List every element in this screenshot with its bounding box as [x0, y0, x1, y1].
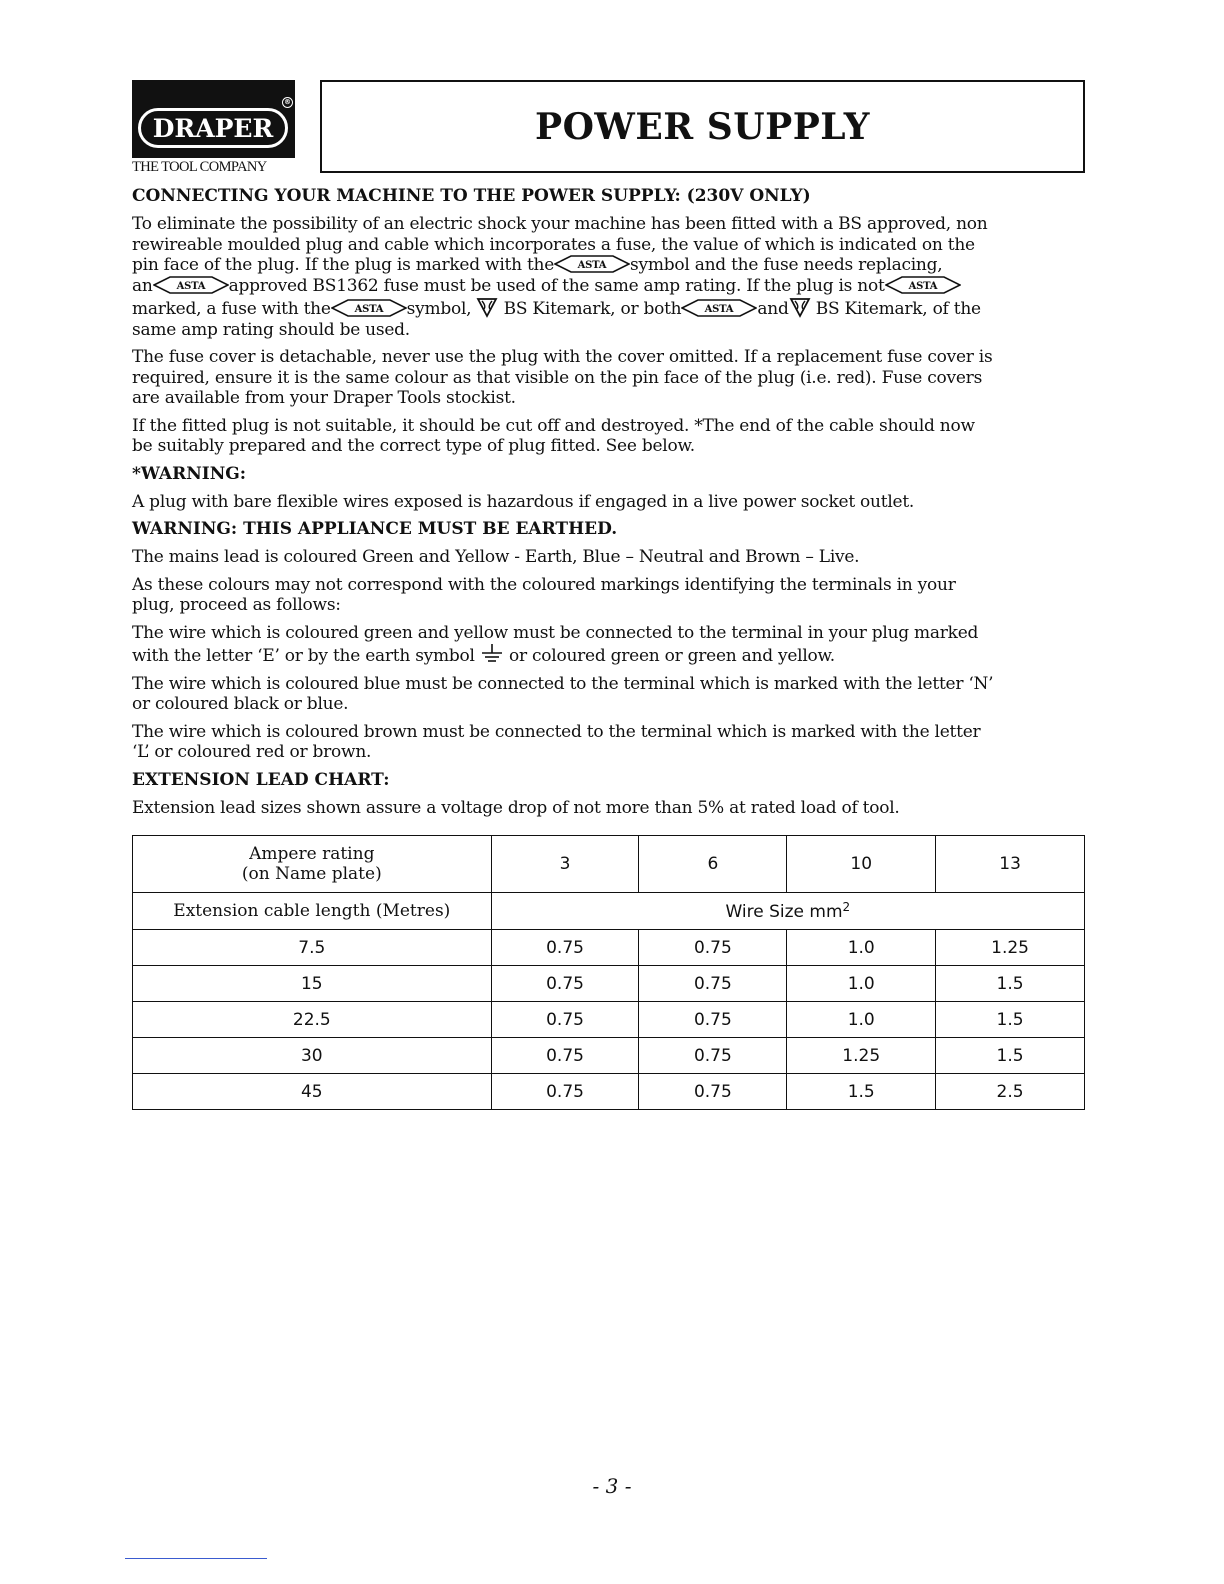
paragraph-earth-wire [132, 623, 1087, 667]
asta-symbol-icon [331, 299, 407, 317]
text-line: plug, proceed as follows: [132, 595, 341, 615]
paragraph-fuse-cover [132, 347, 1087, 409]
wire-size-cell: 0.75 [491, 930, 639, 966]
wire-size-cell: 1.25 [787, 1038, 936, 1074]
text-fragment: and [757, 299, 789, 319]
paragraph-colours-correspond [132, 575, 1087, 616]
wire-size-cell: 1.5 [787, 1074, 936, 1110]
wire-size-header [491, 893, 1084, 930]
page-title: POWER SUPPLY [535, 105, 870, 148]
text-line [132, 255, 1087, 276]
page-number: - 3 - [592, 1474, 632, 1498]
amp-value-cell: 13 [936, 836, 1085, 893]
text-fragment: an [132, 275, 153, 296]
text-fragment: marked, a fuse with the [132, 299, 331, 319]
registered-mark: ® [284, 98, 291, 106]
text-fragment: approved BS1362 fuse must be used of the same amp rating. If the plug is not [228, 275, 885, 296]
warning-heading: *WARNING: [132, 463, 247, 484]
amp-value-cell: 6 [639, 836, 787, 893]
earthed-warning-heading: WARNING: THIS APPLIANCE MUST BE EARTHED. [132, 519, 618, 539]
wire-size-cell: 1.25 [936, 930, 1085, 966]
amp-rating-label: Ampere rating [249, 844, 375, 864]
wire-size-cell: 0.75 [491, 1002, 639, 1038]
earth-symbol-icon [480, 643, 504, 665]
asta-symbol-icon [153, 276, 229, 294]
asta-symbol-icon [885, 276, 961, 294]
text-line: or coloured black or blue. [132, 694, 349, 714]
text-line: If the fitted plug is not suitable, it should be cut off and destroyed. *The end of the cable should now [132, 415, 975, 436]
table-subheader-row [133, 893, 1085, 930]
table-header-row [133, 836, 1085, 893]
wire-size-cell: 0.75 [639, 1038, 787, 1074]
section-heading-connecting: CONNECTING YOUR MACHINE TO THE POWER SUPPLY: (230V ONLY) [132, 186, 811, 206]
text-line [132, 643, 1087, 667]
footnote-rule [125, 1558, 267, 1559]
paragraph-neutral-wire [132, 674, 1087, 715]
extension-chart-heading: EXTENSION LEAD CHART: [132, 769, 390, 790]
cable-length-header: Extension cable length (Metres) [133, 893, 492, 930]
table-row [133, 930, 1085, 966]
cable-length-cell: 30 [133, 1038, 492, 1074]
asta-symbol-icon [681, 299, 757, 317]
extension-intro [132, 798, 1087, 819]
asta-text: ASTA [577, 260, 607, 271]
table-row [133, 1038, 1085, 1074]
wire-size-superscript: 2 [842, 900, 851, 914]
title-box [320, 80, 1085, 173]
logo-pill [138, 108, 288, 148]
table-row [133, 1074, 1085, 1110]
text-line: are available from your Draper Tools stockist. [132, 388, 516, 408]
text-fragment: or coloured green or green and yellow. [509, 646, 835, 666]
amp-rating-sublabel: (on Name plate) [241, 864, 382, 884]
text-fragment: symbol, [406, 299, 472, 319]
wire-size-cell: 0.75 [491, 966, 639, 1002]
text-fragment: symbol and the fuse needs replacing, [630, 255, 943, 275]
text-line: A plug with bare flexible wires exposed is hazardous if engaged in a live power socket outlet. [132, 491, 915, 512]
wire-size-cell: 0.75 [491, 1074, 639, 1110]
asta-text: ASTA [705, 304, 734, 315]
table-row [133, 966, 1085, 1002]
text-line: The mains lead is coloured Green and Yellow - Earth, Blue – Neutral and Brown – Live. [132, 547, 860, 567]
paragraph-unsuitable-plug [132, 416, 1087, 457]
text-fragment: pin face of the plug. If the plug is marked with the [132, 255, 555, 275]
wire-size-cell: 0.75 [639, 930, 787, 966]
wire-size-cell: 1.5 [936, 1002, 1085, 1038]
asta-text: ASTA [908, 280, 937, 292]
text-line: The wire which is coloured blue must be connected to the terminal which is marked with the letter ‘N’ [132, 673, 994, 694]
amp-rating-header [133, 836, 492, 893]
paragraph-plug-fuse [132, 214, 1087, 340]
text-line: The wire which is coloured brown must be connected to the terminal which is marked with the letter [132, 721, 981, 742]
cable-length-cell: 15 [133, 966, 492, 1002]
logo-brand-text: DRAPER [152, 114, 274, 143]
wire-size-cell: 0.75 [639, 1074, 787, 1110]
text-fragment: BS Kitemark, or both [503, 299, 682, 319]
text-line: The wire which is coloured green and yellow must be connected to the terminal in your plug marked [132, 622, 979, 643]
extension-lead-table [132, 835, 1085, 1110]
asta-text: ASTA [176, 280, 205, 292]
text-line: Extension lead sizes shown assure a voltage drop of not more than 5% at rated load of tool. [132, 797, 900, 818]
text-line: To eliminate the possibility of an electric shock your machine has been fitted with a BS approved, non [132, 214, 988, 234]
amp-value-cell: 10 [787, 836, 936, 893]
asta-text: ASTA [354, 304, 383, 315]
draper-logo [132, 80, 296, 176]
wire-size-cell: 0.75 [639, 966, 787, 1002]
wire-size-cell: 1.5 [936, 1038, 1085, 1074]
text-line: same amp rating should be used. [132, 319, 410, 340]
table-row [133, 1002, 1085, 1038]
wire-size-cell: 1.0 [787, 1002, 936, 1038]
text-line: ‘L’ or coloured red or brown. [132, 742, 372, 762]
logo-black-panel [132, 80, 295, 158]
wire-size-cell: 2.5 [936, 1074, 1085, 1110]
cable-length-cell: 7.5 [133, 930, 492, 966]
content [132, 186, 1087, 825]
wire-size-cell: 0.75 [491, 1038, 639, 1074]
text-line: As these colours may not correspond with the coloured markings identifying the terminals in your [132, 574, 956, 595]
paragraph-lead-colours [132, 547, 1087, 568]
cable-length-cell: 22.5 [133, 1002, 492, 1038]
amp-value-cell: 3 [491, 836, 639, 893]
wire-size-label: Wire Size mm [725, 902, 843, 922]
text-line [132, 276, 1087, 297]
wire-size-cell: 0.75 [639, 1002, 787, 1038]
kitemark-icon [789, 296, 811, 318]
asta-symbol-icon [554, 255, 630, 273]
text-fragment: with the letter ‘E’ or by the earth symbol [132, 646, 475, 666]
text-fragment: BS Kitemark, of the [815, 299, 981, 319]
wire-size-cell: 1.0 [787, 930, 936, 966]
paragraph-live-wire [132, 722, 1087, 763]
text-line: be suitably prepared and the correct type of plug fitted. See below. [132, 436, 695, 456]
logo-tagline: THE TOOL COMPANY [132, 159, 267, 175]
wire-size-cell: 1.0 [787, 966, 936, 1002]
warning-text [132, 492, 1087, 513]
text-line [132, 296, 1087, 320]
text-line: The fuse cover is detachable, never use the plug with the cover omitted. If a replacement fuse cover is [132, 347, 993, 367]
kitemark-icon [476, 296, 498, 318]
wire-size-cell: 1.5 [936, 966, 1085, 1002]
text-line: rewireable moulded plug and cable which incorporates a fuse, the value of which is indicated on the [132, 234, 975, 255]
text-line: required, ensure it is the same colour as that visible on the pin face of the plug (i.e. red). Fuse covers [132, 367, 983, 388]
draper-wordmark [143, 113, 283, 143]
cable-length-cell: 45 [133, 1074, 492, 1110]
